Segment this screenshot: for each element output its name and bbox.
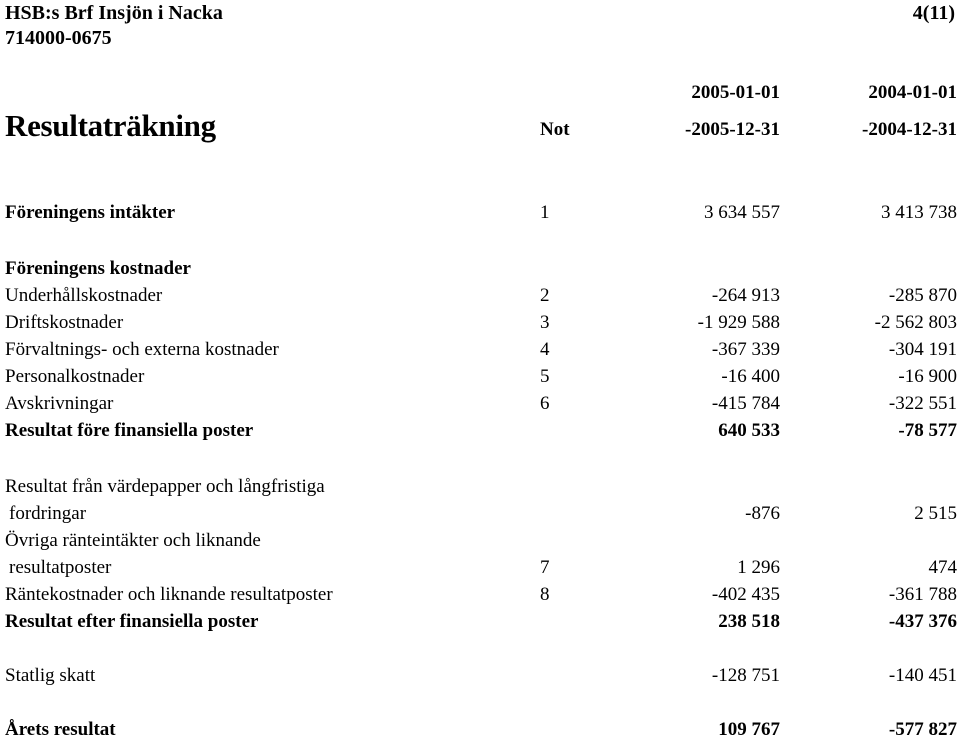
table-row-subtotal (0, 611, 960, 633)
row-current: 109 767 (718, 719, 780, 740)
table-row (0, 285, 960, 307)
row-prior: -437 376 (888, 611, 957, 632)
table-row (0, 258, 960, 280)
row-note: 3 (540, 312, 550, 333)
row-current: 1 296 (737, 557, 780, 578)
row-label: Driftskostnader (5, 312, 124, 333)
period-prior-end: -2004-12-31 (862, 119, 957, 140)
period-prior-start: 2004-01-01 (868, 82, 957, 103)
table-row (0, 665, 960, 687)
row-current: 3 634 557 (704, 202, 780, 223)
table-row (0, 476, 960, 498)
period-current-start: 2005-01-01 (691, 82, 780, 103)
page-title: Resultaträkning (5, 108, 216, 143)
table-row (0, 202, 960, 224)
row-current: -128 751 (711, 665, 780, 686)
row-current: -876 (745, 503, 780, 524)
row-current: -264 913 (711, 285, 780, 306)
row-current: 238 518 (718, 611, 780, 632)
table-row (0, 503, 960, 525)
row-note: 1 (540, 202, 550, 223)
row-note: 4 (540, 339, 550, 360)
table-row (0, 339, 960, 361)
row-prior: 474 (928, 557, 957, 578)
row-label: fordringar (9, 503, 87, 524)
row-label: Resultat före finansiella poster (5, 420, 254, 441)
note-column-header: Not (540, 119, 570, 140)
table-row (0, 530, 960, 552)
row-label: Föreningens intäkter (5, 202, 176, 223)
row-prior: -361 788 (888, 584, 957, 605)
row-current: -402 435 (711, 584, 780, 605)
row-prior: -140 451 (888, 665, 957, 686)
row-label: Resultat från värdepapper och långfristiga (5, 476, 325, 497)
row-prior: -322 551 (888, 393, 957, 414)
page-number: 4(11) (912, 2, 955, 24)
table-row (0, 393, 960, 415)
row-prior: -78 577 (898, 420, 957, 441)
row-label: Räntekostnader och liknande resultatposter (5, 584, 333, 605)
row-label: Statlig skatt (5, 665, 96, 686)
row-prior: -577 827 (888, 719, 957, 740)
table-row (0, 312, 960, 334)
row-prior: -304 191 (888, 339, 957, 360)
org-number: 714000-0675 (5, 27, 112, 49)
row-label: resultatposter (9, 557, 112, 578)
row-label: Resultat efter finansiella poster (5, 611, 259, 632)
table-row-subtotal (0, 420, 960, 442)
row-current: -16 400 (721, 366, 780, 387)
row-current: -415 784 (711, 393, 780, 414)
row-label: Föreningens kostnader (5, 258, 191, 279)
row-label: Underhållskostnader (5, 285, 163, 306)
row-note: 5 (540, 366, 550, 387)
row-note: 7 (540, 557, 550, 578)
period-current-end: -2005-12-31 (685, 119, 780, 140)
table-row (0, 584, 960, 606)
row-current: -367 339 (711, 339, 780, 360)
row-note: 6 (540, 393, 550, 414)
row-label: Förvaltnings- och externa kostnader (5, 339, 279, 360)
table-row (0, 366, 960, 388)
row-current: -1 929 588 (697, 312, 780, 333)
row-note: 8 (540, 584, 550, 605)
row-prior: -2 562 803 (874, 312, 957, 333)
table-row (0, 557, 960, 579)
company-name: HSB:s Brf Insjön i Nacka (5, 2, 223, 24)
row-label: Övriga ränteintäkter och liknande (5, 530, 261, 551)
row-prior: -285 870 (888, 285, 957, 306)
row-prior: -16 900 (898, 366, 957, 387)
row-label: Årets resultat (5, 719, 116, 740)
row-label: Avskrivningar (5, 393, 114, 414)
row-note: 2 (540, 285, 550, 306)
table-row-total (0, 719, 960, 741)
row-prior: 3 413 738 (881, 202, 957, 223)
row-current: 640 533 (718, 420, 780, 441)
row-label: Personalkostnader (5, 366, 145, 387)
row-prior: 2 515 (914, 503, 957, 524)
